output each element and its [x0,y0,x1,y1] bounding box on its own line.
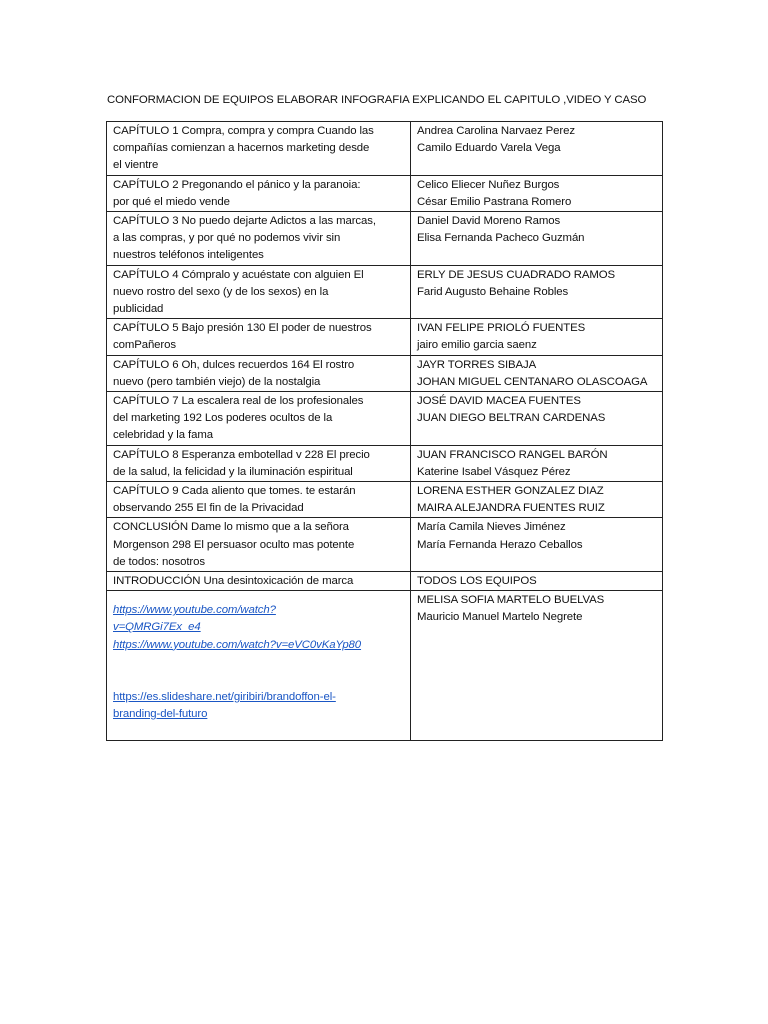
chapter-cell [107,319,411,355]
member-name: MAIRA ALEJANDRA FUENTES RUIZ [417,502,605,515]
chapter-text-line: CAPÍTULO 7 La escalera real de los profesionales [113,395,364,408]
document-title: CONFORMACION DE EQUIPOS ELABORAR INFOGRAFIA EXPLICANDO EL CAPITULO ,VIDEO Y CASO [107,94,647,106]
chapter-cell [107,445,411,481]
table-row [107,212,663,266]
chapter-text-line: de todos: nosotros [113,555,205,568]
members-cell [411,355,663,391]
chapter-text-line: observando 255 El fin de la Privacidad [113,502,304,515]
member-name: JOHAN MIGUEL CENTANARO OLASCOAGA [417,375,648,388]
member-name: JUAN DIEGO BELTRAN CARDENAS [417,412,606,425]
member-name: Camilo Eduardo Varela Vega [417,142,561,155]
chapter-text-line: publicidad [113,303,164,316]
member-name: MELISA SOFIA MARTELO BUELVAS [417,594,605,607]
members-cell [411,122,663,176]
member-name: María Fernanda Herazo Ceballos [417,538,583,551]
table-row [107,122,663,176]
chapter-cell [107,482,411,518]
table-row [107,518,663,572]
table-row [107,175,663,211]
member-name: IVAN FELIPE PRIOLÓ FUENTES [417,322,586,335]
chapter-cell [107,265,411,319]
chapter-text-line: por qué el miedo vende [113,195,230,208]
members-cell [411,392,663,446]
table-row [107,265,663,319]
member-name: JOSÉ DAVID MACEA FUENTES [417,395,581,408]
member-name: JAYR TORRES SIBAJA [417,358,537,371]
member-name: Daniel David Moreno Ramos [417,215,561,228]
youtube-link-1-line-2[interactable]: v=QMRGi7Ex_e4 [113,621,201,634]
table-row [107,482,663,518]
member-name: Katerine Isabel Vásquez Pérez [417,465,571,478]
member-name: LORENA ESTHER GONZALEZ DIAZ [417,485,604,498]
chapter-text-line: a las compras, y por qué no podemos vivir sin [113,232,341,245]
chapter-cell [107,212,411,266]
member-name: María Camila Nieves Jiménez [417,521,566,534]
spacer [113,654,405,689]
table-row [107,445,663,481]
slideshare-link-line-2[interactable]: branding-del-futuro [113,708,208,721]
member-name: Farid Augusto Behaine Robles [417,285,569,298]
members-cell [411,212,663,266]
slideshare-link-line-1[interactable]: https://es.slideshare.net/giribiri/brandoffon-el- [113,690,336,703]
spacer [113,592,405,602]
members-cell [411,445,663,481]
chapter-text-line: nuestros teléfonos inteligentes [113,249,264,262]
youtube-link-1-line-1[interactable]: https://www.youtube.com/watch? [113,604,276,617]
chapter-text-line: CAPÍTULO 8 Esperanza embotellad v 228 El precio [113,448,370,461]
members-cell [411,518,663,572]
members-cell [411,265,663,319]
members-cell [411,482,663,518]
chapter-text-line: CAPÍTULO 6 Oh, dulces recuerdos 164 El rostro [113,358,355,371]
chapter-text-line: compañías comienzan a hacernos marketing desde [113,142,370,155]
members-cell [411,572,663,591]
chapter-text-line: CAPÍTULO 9 Cada aliento que tomes. te estarán [113,485,356,498]
members-cell [411,591,663,741]
chapter-text-line: CAPÍTULO 5 Bajo presión 130 El poder de nuestros [113,322,372,335]
member-name: Celico Eliecer Nuñez Burgos [417,178,560,191]
chapter-text-line: CAPÍTULO 1 Compra, compra y compra Cuando las [113,125,374,137]
chapter-text-line: celebridad y la fama [113,429,213,442]
chapter-text-line: el vientre [113,159,159,172]
member-name: Andrea Carolina Narvaez Perez [417,125,575,137]
chapter-text-line: nuevo (pero también viejo) de la nostalgia [113,375,321,388]
table-row-links [107,591,663,741]
table-row [107,572,663,591]
member-name: Mauricio Manuel Martelo Negrete [417,611,583,624]
chapter-cell [107,392,411,446]
chapter-cell [107,122,411,176]
chapter-text-line: CAPÍTULO 4 Cómpralo y acuéstate con alguien El [113,268,364,281]
member-name: TODOS LOS EQUIPOS [417,575,537,588]
youtube-link-2[interactable]: https://www.youtube.com/watch?v=eVC0vKaYp80 [113,638,362,651]
chapter-text-line: del marketing 192 Los poderes ocultos de la [113,412,333,425]
table-row [107,392,663,446]
member-name: Elisa Fernanda Pacheco Guzmán [417,232,585,245]
chapter-text-line: comPañeros [113,339,176,352]
member-name: ERLY DE JESUS CUADRADO RAMOS [417,268,616,281]
teams-table-body [107,122,663,741]
chapter-text-line: nuevo rostro del sexo (y de los sexos) en la [113,285,329,298]
chapter-text-line: CAPÍTULO 3 No puedo dejarte Adictos a las marcas, [113,215,376,228]
chapter-cell [107,355,411,391]
member-name: jairo emilio garcia saenz [417,339,537,352]
chapter-cell [107,572,411,591]
chapter-text-line: CONCLUSIÓN Dame lo mismo que a la señora [113,521,349,534]
member-name: JUAN FRANCISCO RANGEL BARÓN [417,448,608,461]
chapter-text-line: de la salud, la felicidad y la iluminación espiritual [113,465,353,478]
chapter-text-line: Morgenson 298 El persuasor oculto mas potente [113,538,355,551]
links-cell [107,591,411,741]
chapter-cell [107,518,411,572]
table-row [107,319,663,355]
table-row [107,355,663,391]
chapter-text-line: CAPÍTULO 2 Pregonando el pánico y la paranoia: [113,178,361,191]
chapter-cell [107,175,411,211]
member-name: César Emilio Pastrana Romero [417,195,572,208]
teams-table [106,121,663,741]
spacer [113,723,405,740]
members-cell [411,175,663,211]
chapter-text-line: INTRODUCCIÓN Una desintoxicación de marca [113,575,354,588]
members-cell [411,319,663,355]
